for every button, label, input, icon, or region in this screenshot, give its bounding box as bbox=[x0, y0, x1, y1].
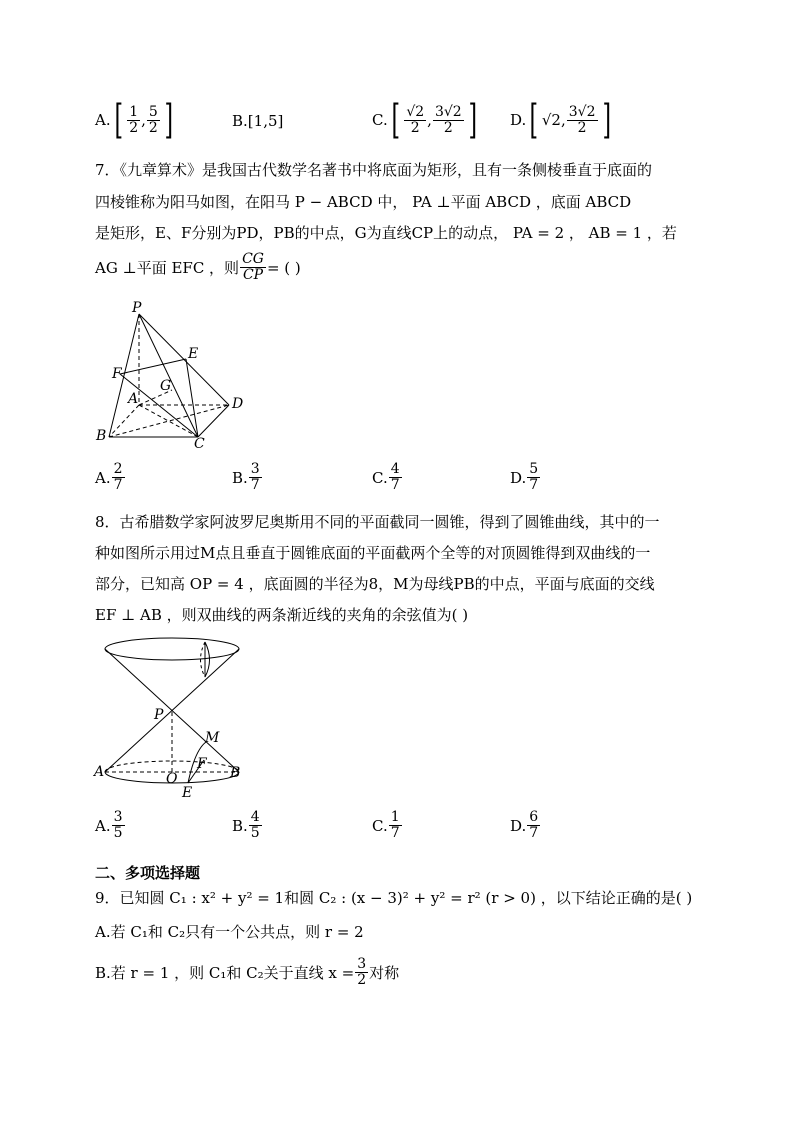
q6-option-c[interactable]: C. [ $\frac{√2}{2}$ , $\frac{3√2}{2}$ ] bbox=[372, 97, 477, 143]
point-label: F bbox=[197, 756, 207, 772]
q8-line-4: EF ⊥ AB ，则双曲线的两条渐近线的夹角的余弦值为( ) bbox=[95, 606, 469, 624]
q8-option-a[interactable]: A. $\frac{3}{5}$ bbox=[95, 809, 123, 841]
q7-line-3: 是矩形，E、F分别为PD，PB的中点，G为直线CP上的动点， PA = 2 ， AB = 1 ，若 bbox=[95, 224, 677, 242]
q8-option-b[interactable]: B. $\frac{4}{5}$ bbox=[232, 809, 260, 841]
q7-option-b[interactable]: B. $\frac{3}{7}$ bbox=[232, 461, 260, 493]
q6-option-d[interactable]: D. [ √2, $\frac{3√2}{2}$ ] bbox=[510, 97, 611, 143]
q9-option-a[interactable]: A.若 C₁和 C₂只有一个公共点，则 r = 2 bbox=[95, 923, 364, 941]
point-label: A bbox=[94, 764, 105, 780]
q6-option-b[interactable]: B. [1,5] bbox=[232, 112, 284, 130]
q7-option-c[interactable]: C. $\frac{4}{7}$ bbox=[372, 461, 400, 493]
point-label: O bbox=[166, 771, 178, 787]
q7-option-a[interactable]: A. $\frac{2}{7}$ bbox=[95, 461, 123, 493]
point-label: P bbox=[154, 707, 164, 723]
q8-line-2: 种如图所示用过M点且垂直于圆锥底面的平面截两个全等的对顶圆锥得到双曲线的一 bbox=[95, 544, 651, 562]
q7-option-d[interactable]: D. $\frac{5}{7}$ bbox=[510, 461, 539, 493]
vertex-label: A bbox=[128, 391, 139, 407]
section-title: 二、多项选择题 bbox=[95, 864, 201, 882]
vertex-label: P bbox=[132, 300, 142, 316]
point-label: E bbox=[182, 785, 193, 801]
point-label: B bbox=[230, 765, 241, 781]
q8-line-1: 8．古希腊数学家阿波罗尼奥斯用不同的平面截同一圆锥，得到了圆锥曲线，其中的一 bbox=[95, 513, 660, 531]
q7-line-2: 四棱锥称为阳马如图，在阳马 P − ABCD 中， PA ⊥平面 ABCD ，底面 ABCD bbox=[95, 193, 632, 211]
q8-option-d[interactable]: D. $\frac{6}{7}$ bbox=[510, 809, 539, 841]
q8-line-3: 部分，已知高 OP = 4 ，底面圆的半径为8，M为母线PB的中点，平面与底面的交线 bbox=[95, 575, 655, 593]
q9-line-1: 9．已知圆 C₁ : x² + y² = 1和圆 C₂ : (x − 3)² + y² = r² (r > 0) ，以下结论正确的是( ) bbox=[95, 889, 693, 907]
q7-pyramid-figure bbox=[92, 300, 262, 450]
q9-option-b[interactable]: B.若 r = 1 ，则 C₁和 C₂关于直线 x = $\frac{3}{2}$ 对称 bbox=[95, 956, 400, 988]
q7-line-4: AG ⊥平面 EFC ，则 $\frac{CG}{CP}$ = ( ) bbox=[95, 251, 301, 283]
vertex-label: B bbox=[96, 428, 107, 444]
point-label: M bbox=[205, 730, 220, 746]
vertex-label: D bbox=[232, 396, 244, 412]
option-label: A. bbox=[95, 111, 111, 129]
q8-option-c[interactable]: C. $\frac{1}{7}$ bbox=[372, 809, 400, 841]
vertex-label: E bbox=[188, 346, 199, 362]
vertex-label: G bbox=[160, 378, 172, 394]
q7-line-1: 7．《九章算术》是我国古代数学名著书中将底面为矩形，且有一条侧棱垂直于底面的 bbox=[95, 161, 653, 179]
vertex-label: F bbox=[112, 366, 122, 382]
q6-option-a[interactable]: A. [ $\frac{1}{2}$ , $\frac{5}{2}$ ] bbox=[95, 97, 173, 143]
q8-cone-figure bbox=[92, 632, 252, 802]
vertex-label: C bbox=[194, 436, 205, 450]
